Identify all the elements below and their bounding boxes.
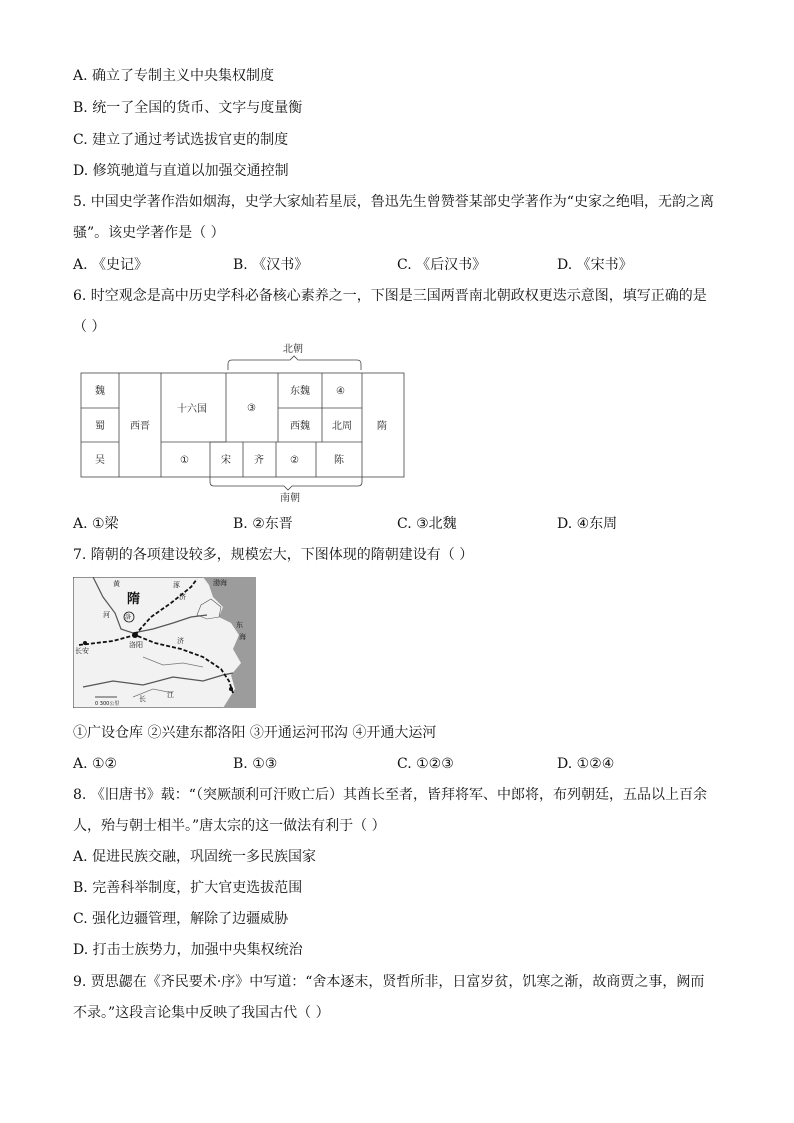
q8-option-b: B. 完善科举制度，扩大官吏选拔范围 xyxy=(73,880,303,896)
cell-shu: 蜀 xyxy=(95,421,105,432)
q5-option-a: A. 《史记》 xyxy=(73,257,149,273)
q6-option-d: D. ④东周 xyxy=(557,516,618,532)
cell-blank-1: ① xyxy=(180,455,189,466)
q7-option-a: A. ①② xyxy=(73,756,118,772)
map-label-hai: 海 xyxy=(239,633,246,641)
q6-stem-line1: 6. 时空观念是高中历史学科必备核心素养之一，下图是三国两晋南北朝政权更迭示意图，填写正确的是 xyxy=(73,288,707,304)
q5-option-b: B. 《汉书》 xyxy=(233,257,309,273)
cell-blank-2: ② xyxy=(290,455,299,466)
cell-blank-4: ④ xyxy=(336,386,345,397)
map-label-jiang: 江 xyxy=(167,691,174,699)
cell-wu: 吴 xyxy=(95,455,105,466)
cell-blank-3: ③ xyxy=(247,403,256,414)
sui-canal-map xyxy=(73,577,256,708)
q4-option-b: B. 统一了全国的货币、文字与度量衡 xyxy=(73,100,303,116)
q7-statement: ①广设仓库 ②兴建东都洛阳 ③开通运河邗沟 ④开通大运河 xyxy=(73,725,437,741)
north-dynasties-label: 北朝 xyxy=(283,344,303,355)
q9-stem-line2: 不录。”这段言论集中反映了我国古代（ ） xyxy=(73,1005,330,1021)
q4-option-a: A. 确立了专制主义中央集权制度 xyxy=(73,68,275,84)
cell-wei: 魏 xyxy=(95,386,105,397)
cell-eastern-wei: 东魏 xyxy=(290,386,310,397)
map-label-luoyang: 洛阳 xyxy=(129,641,143,649)
q7-option-c: C. ①②③ xyxy=(397,756,454,772)
map-label-chang: 长 xyxy=(139,695,146,703)
q6-option-c: C. ③北魏 xyxy=(397,516,457,532)
q5-option-c: C. 《后汉书》 xyxy=(397,257,487,273)
q6-stem-line2: （ ） xyxy=(73,319,106,335)
q8-stem-line2: 人，殆与朝士相半。”唐太宗的这一做法有利于（ ） xyxy=(73,818,386,834)
map-label-changan: 长安 xyxy=(75,647,89,655)
map-label-ji2: 济 xyxy=(177,637,184,645)
q9-stem-line1: 9. 贾思勰在《齐民要术·序》中写道：“舍本逐末，贤哲所非，日富岁贫，饥寒之渐，故商贾之事，阙而 xyxy=(73,974,705,990)
map-label-bohai: 渤海 xyxy=(213,579,227,587)
map-label-luo: 洛 xyxy=(125,614,132,621)
q8-option-d: D. 打击士族势力，加强中央集权统治 xyxy=(73,942,303,958)
q4-option-c: C. 建立了通过考试选拔官吏的制度 xyxy=(73,132,289,148)
q7-option-d: D. ①②④ xyxy=(557,756,615,772)
map-label-huang: 黄 xyxy=(113,580,120,588)
map-label-sui: 隋 xyxy=(127,592,141,607)
south-dynasties-label: 南朝 xyxy=(280,493,300,504)
q7-option-b: B. ①③ xyxy=(233,756,278,772)
q6-option-b: B. ②东晋 xyxy=(233,516,293,532)
q5-stem-line1: 5. 中国史学著作浩如烟海，史学大家灿若星辰，鲁迅先生曾赞誉某部史学著作为“史家之绝唱，无韵之离 xyxy=(73,194,714,210)
q6-option-a: A. ①梁 xyxy=(73,516,119,532)
q8-option-c: C. 强化边疆管理，解除了边疆威胁 xyxy=(73,911,289,927)
q8-stem-line1: 8. 《旧唐书》载：“（突厥颉利可汗败亡后）其酋长至者，皆拜将军、中郎将，布列朝廷，五品以上百余 xyxy=(73,787,707,803)
q4-option-d: D. 修筑驰道与直道以加强交通控制 xyxy=(73,163,289,179)
q5-option-d: D. 《宋书》 xyxy=(557,257,633,273)
cell-qi: 齐 xyxy=(254,455,264,466)
map-label-dong: 东 xyxy=(236,621,243,629)
map-label-he: 河 xyxy=(103,611,110,619)
cell-northern-zhou: 北周 xyxy=(332,421,352,432)
cell-sui: 隋 xyxy=(377,421,387,432)
q8-option-a: A. 促进民族交融，巩固统一多民族国家 xyxy=(73,849,317,865)
q7-stem: 7. 隋朝的各项建设较多，规模宏大，下图体现的隋朝建设有（ ） xyxy=(73,547,474,563)
cell-western-jin: 西晋 xyxy=(130,421,150,432)
map-label-zhuo: 涿 xyxy=(173,581,180,589)
cell-song: 宋 xyxy=(221,455,231,466)
q5-stem-line2: 骚”。该史学著作是（ ） xyxy=(73,225,225,241)
cell-chen: 陈 xyxy=(334,455,344,466)
cell-sixteen-kingdoms: 十六国 xyxy=(177,404,207,415)
map-scale: 0 300公里 xyxy=(95,701,120,707)
cell-western-wei: 西魏 xyxy=(290,421,310,432)
map-label-ji: 济 xyxy=(179,593,186,601)
